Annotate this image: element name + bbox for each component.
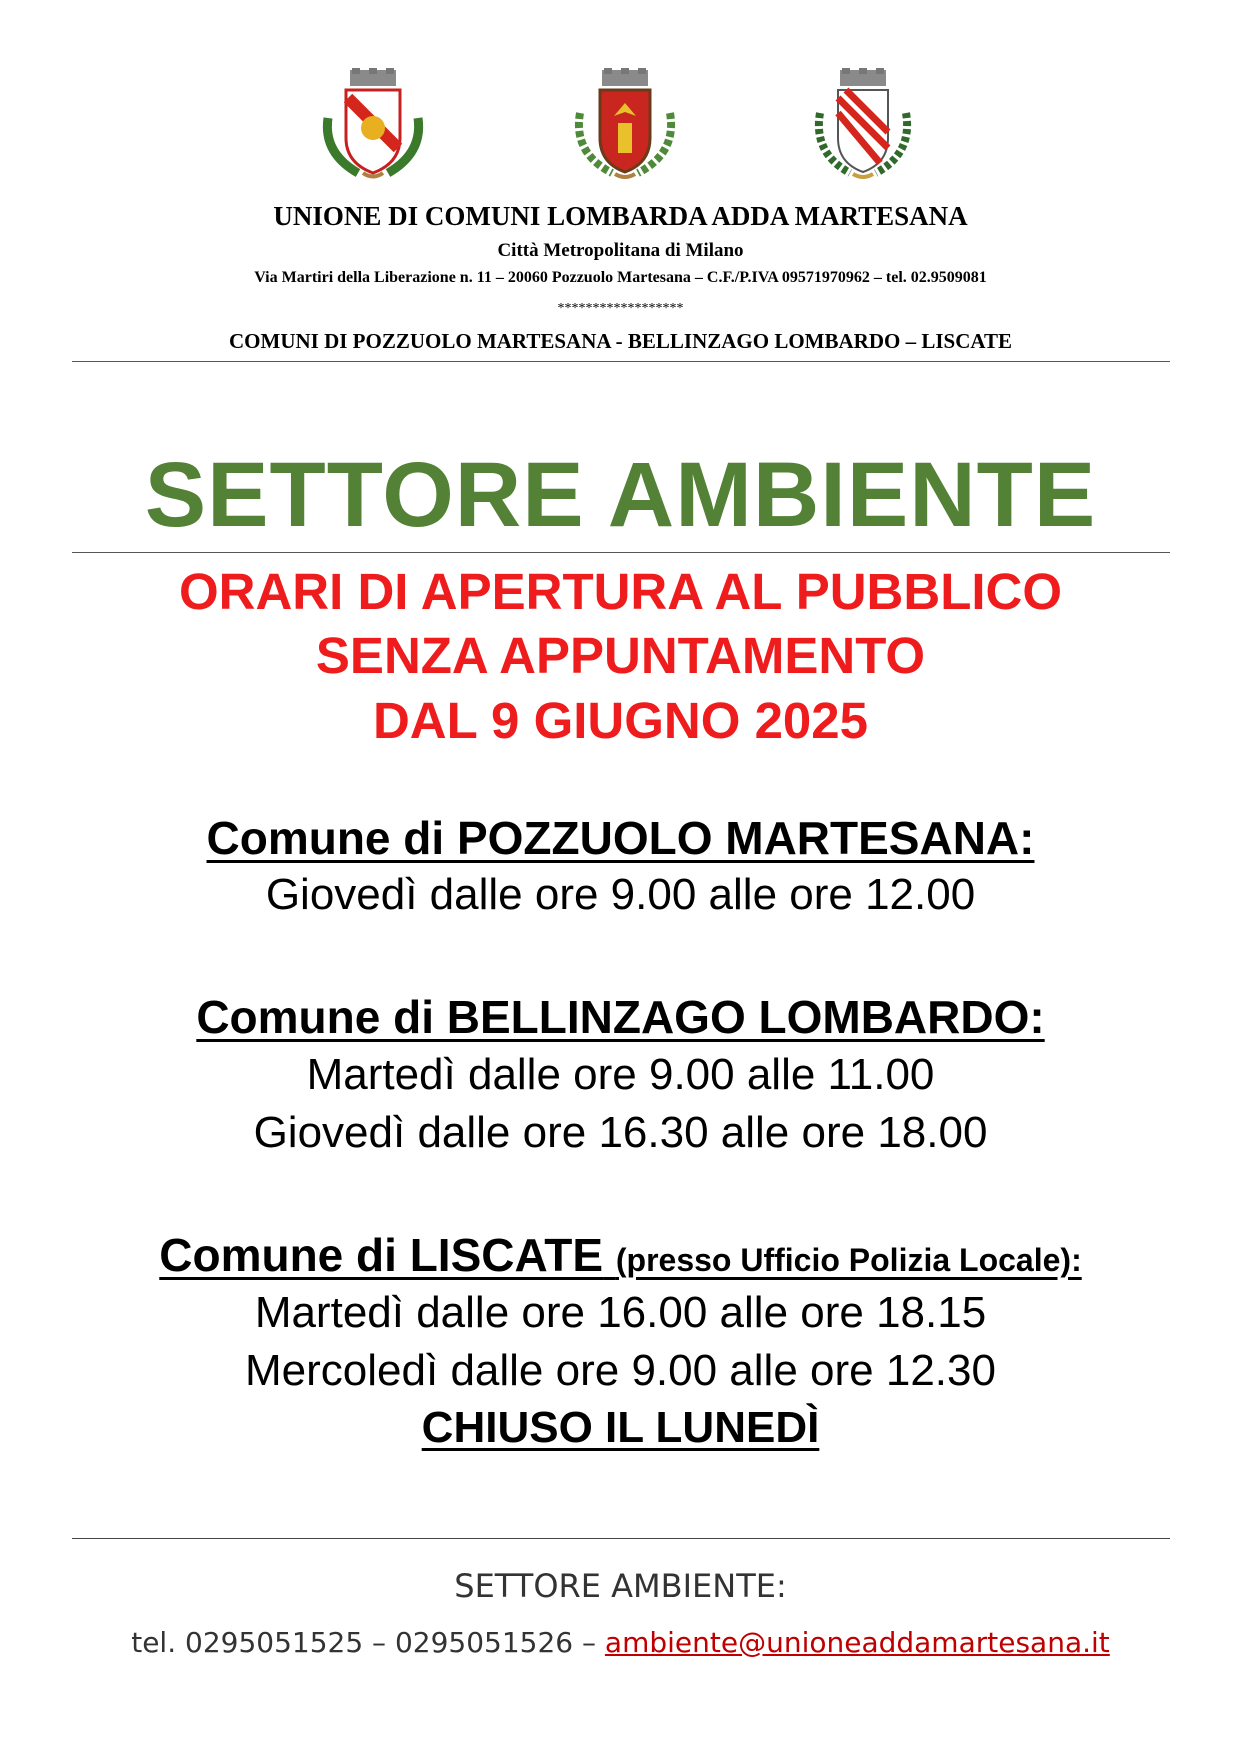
hours-bellinzago-2: Giovedì dalle ore 16.30 alle ore 18.00 [253, 1108, 988, 1157]
footer-divider [72, 1538, 1170, 1539]
section-heading-liscate [0, 1227, 1241, 1288]
footer-contacts [0, 1622, 1241, 1664]
crest-liscate-icon [808, 68, 918, 183]
section-heading-liscate-note: (presso Ufficio Polizia Locale): [615, 1242, 1082, 1278]
section-heading-liscate-title: Comune di LISCATE [159, 1229, 604, 1281]
title-divider [72, 552, 1170, 553]
separator-stars: ****************** [557, 301, 684, 316]
hours-bellinzago-1: Martedì dalle ore 9.00 alle 11.00 [306, 1050, 935, 1099]
crest-bellinzago-icon [570, 68, 680, 183]
footer-label: SETTORE AMBIENTE: [454, 1567, 787, 1605]
comuni-list: COMUNI DI POZZUOLO MARTESANA - BELLINZAGO LOMBARDO – LISCATE [229, 329, 1012, 353]
region: Città Metropolitana di Milano [497, 240, 744, 261]
subtitle-line-3: DAL 9 GIUGNO 2025 [372, 692, 869, 749]
subtitle-line-2: SENZA APPUNTAMENTO [315, 627, 926, 684]
hours-liscate-1: Martedì dalle ore 16.00 alle ore 18.15 [254, 1288, 987, 1337]
footer-email-link[interactable]: ambiente@unioneaddamartesana.it [604, 1626, 1110, 1659]
section-heading-pozzuolo: Comune di POZZUOLO MARTESANA: [206, 812, 1035, 864]
org-name: UNIONE DI COMUNI LOMBARDA ADDA MARTESANA [273, 201, 968, 231]
header-divider [72, 361, 1170, 362]
section-heading-bellinzago: Comune di BELLINZAGO LOMBARDO: [196, 991, 1045, 1043]
hours-pozzuolo-1: Giovedì dalle ore 9.00 alle ore 12.00 [265, 870, 976, 919]
crest-pozzuolo-icon [318, 68, 428, 183]
hours-liscate-2: Mercoledì dalle ore 9.00 alle ore 12.30 [245, 1346, 996, 1395]
subtitle-line-1: ORARI DI APERTURA AL PUBBLICO [178, 563, 1063, 620]
page-title: SETTORE AMBIENTE [144, 444, 1097, 546]
footer-phones: tel. 0295051525 – 0295051526 – [131, 1626, 605, 1659]
address: Via Martiri della Liberazione n. 11 – 20060 Pozzuolo Martesana – C.F./P.IVA 09571970962 – tel. 02.9509081 [254, 269, 987, 286]
closed-notice: CHIUSO IL LUNEDÌ [421, 1403, 820, 1452]
